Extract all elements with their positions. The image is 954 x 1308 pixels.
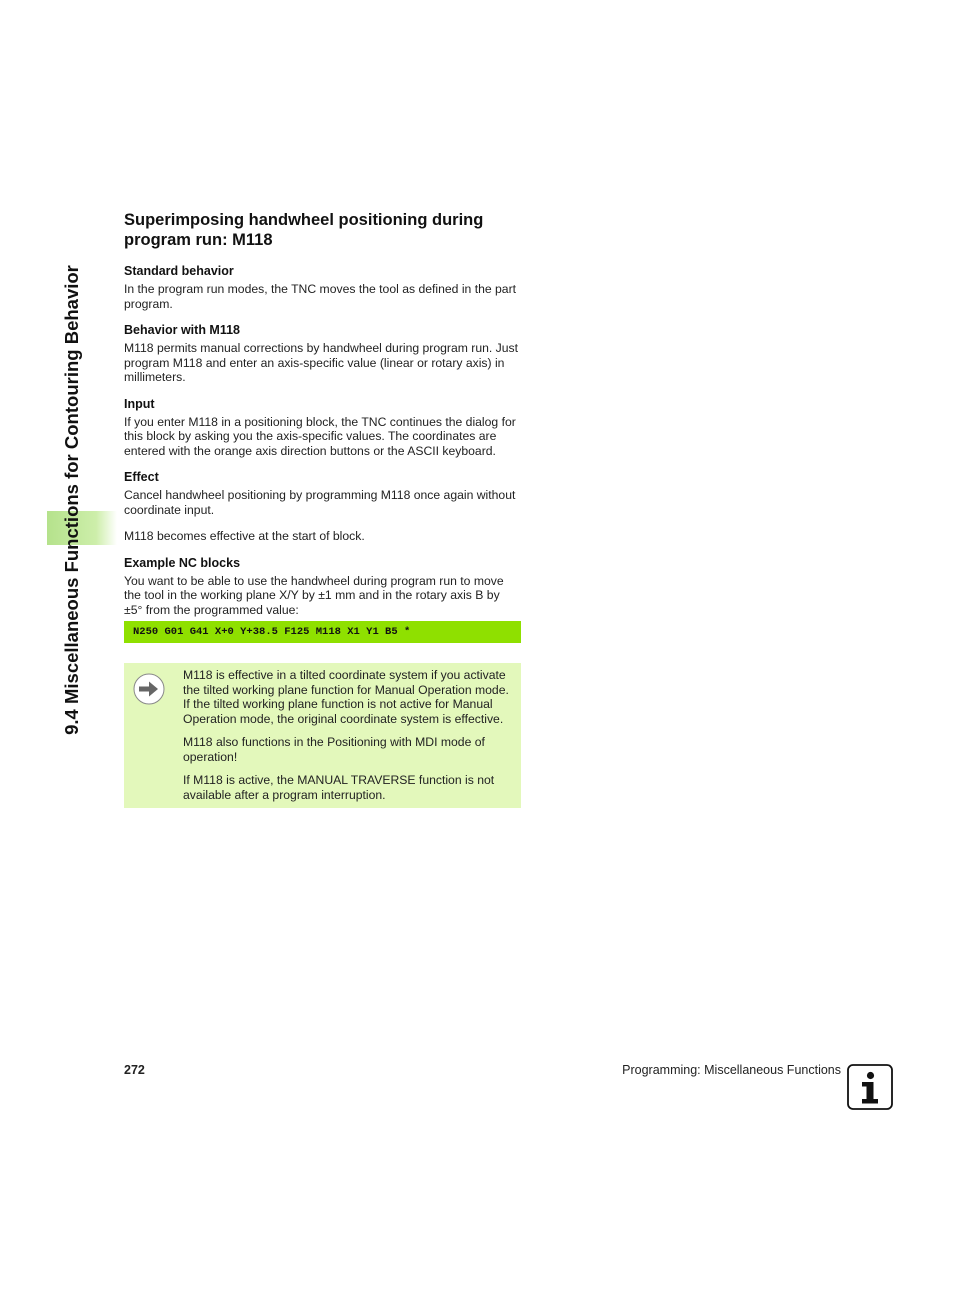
note-paragraph-3: If M118 is active, the MANUAL TRAVERSE function is not available after a program interruption. xyxy=(183,773,495,802)
example-text: You want to be able to use the handwheel during program run to move the tool in the working plane X/Y by ±1 mm and in the rotary axis B by ±5° from the programmed value: xyxy=(124,573,504,617)
note-paragraph-2: M118 also functions in the Positioning with MDI mode of operation! xyxy=(183,735,485,764)
page-number: 272 xyxy=(124,1063,145,1077)
example-heading: Example NC blocks xyxy=(124,555,241,570)
behavior-with-m118-text: M118 permits manual corrections by handwheel during program run. Just program M118 and enter an axis-specific value (linear or rotary axis) in millimeters. xyxy=(124,341,519,384)
effect-text-1: Cancel handwheel positioning by programming M118 once again without coordinate input. xyxy=(124,488,516,517)
main-content xyxy=(124,210,521,808)
note-box xyxy=(124,663,521,808)
arrow-right-icon xyxy=(133,673,165,705)
input-heading: Input xyxy=(124,396,155,411)
nc-code-block: N250 G01 G41 X+0 Y+38.5 F125 M118 X1 Y1 B5 * xyxy=(124,621,521,643)
standard-behavior-text: In the program run modes, the TNC moves the tool as defined in the part program. xyxy=(124,282,517,311)
input-text: If you enter M118 in a positioning block, the TNC continues the dialog for this block by asking you the axis-specific values. The coordinates are entered with the orange axis direction buttons or the ASCII keyboard. xyxy=(124,414,516,458)
note-paragraph-1: M118 is effective in a tilted coordinate system if you activate the tilted working plane function for Manual Operation mode. If the tilted working plane function is not active for Manual Operation mode, the original coordinate system is effective. xyxy=(183,668,509,726)
effect-text-2: M118 becomes effective at the start of block. xyxy=(124,529,365,543)
footer-chapter-title: Programming: Miscellaneous Functions xyxy=(622,1063,841,1077)
info-icon xyxy=(847,1064,893,1110)
chapter-side-title: 9.4 Miscellaneous Functions for Contouring Behavior xyxy=(61,265,82,735)
behavior-with-m118-heading: Behavior with M118 xyxy=(124,323,241,337)
effect-heading: Effect xyxy=(124,470,159,484)
section-title: Superimposing handwheel positioning during program run: M118 xyxy=(124,211,484,249)
standard-behavior-heading: Standard behavior xyxy=(124,264,234,278)
